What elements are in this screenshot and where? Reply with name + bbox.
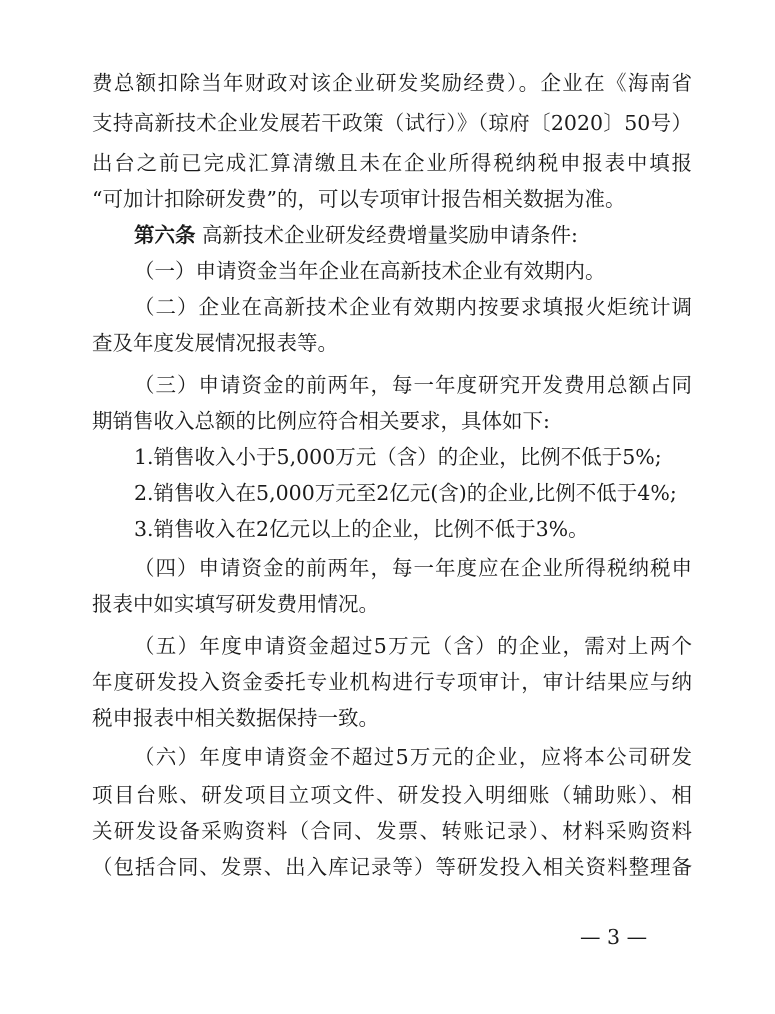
ratio-line: 3.销售收入在2亿元以上的企业，比例不低于3%。 [134, 517, 589, 541]
text-line: “可加计扣除研发费”的，可以专项审计报告相关数据为准。 [92, 187, 626, 211]
condition-line: （三）申请资金的前两年，每一年度研究开发费用总额占同 [134, 373, 692, 397]
article-number: 第六条 [134, 223, 196, 247]
text-line: 出台之前已完成汇算清缴且未在企业所得税纳税申报表中填报 [92, 151, 692, 175]
condition-line: （二）企业在高新技术企业有效期内按要求填报火炬统计调 [134, 295, 692, 319]
condition-line: 期销售收入总额的比例应符合相关要求，具体如下: [92, 409, 550, 433]
condition-line: （六）年度申请资金不超过5万元的企业，应将本公司研发 [134, 745, 692, 769]
article-heading-line [134, 220, 692, 250]
text-line: 支持高新技术企业发展若干政策（试行）》（琼府〔2020〕50号） [92, 111, 692, 135]
condition-line: （四）申请资金的前两年，每一年度应在企业所得税纳税申 [134, 556, 692, 580]
page-number: — 3 — [580, 925, 648, 949]
text-line: 费总额扣除当年财政对该企业研发奖励经费）。企业在《海南省 [92, 71, 692, 95]
ratio-line: 1.销售收入小于5,000万元（含）的企业，比例不低于5%; [134, 445, 662, 469]
condition-line: 报表中如实填写研发费用情况。 [92, 592, 379, 616]
condition-line: 项目台账、研发项目立项文件、研发投入明细账（辅助账）、相 [92, 783, 692, 807]
ratio-line: 2.销售收入在5,000万元至2亿元(含)的企业,比例不低于4%; [134, 481, 677, 505]
condition-line: 关研发设备采购资料（合同、发票、转账记录）、材料采购资料 [92, 819, 692, 843]
condition-line: （包括合同、发票、出入库记录等）等研发投入相关资料整理备 [92, 855, 692, 879]
condition-line: （五）年度申请资金超过5万元（含）的企业，需对上两个 [134, 634, 692, 658]
condition-line: 年度研发投入资金委托专业机构进行专项审计，审计结果应与纳 [92, 670, 692, 694]
condition-line: （一）申请资金当年企业在高新技术企业有效期内。 [134, 259, 606, 283]
condition-line: 查及年度发展情况报表等。 [92, 331, 338, 355]
article-title: 高新技术企业研发经费增量奖励申请条件: [195, 223, 578, 247]
condition-line: 税申报表中相关数据保持一致。 [92, 706, 379, 730]
